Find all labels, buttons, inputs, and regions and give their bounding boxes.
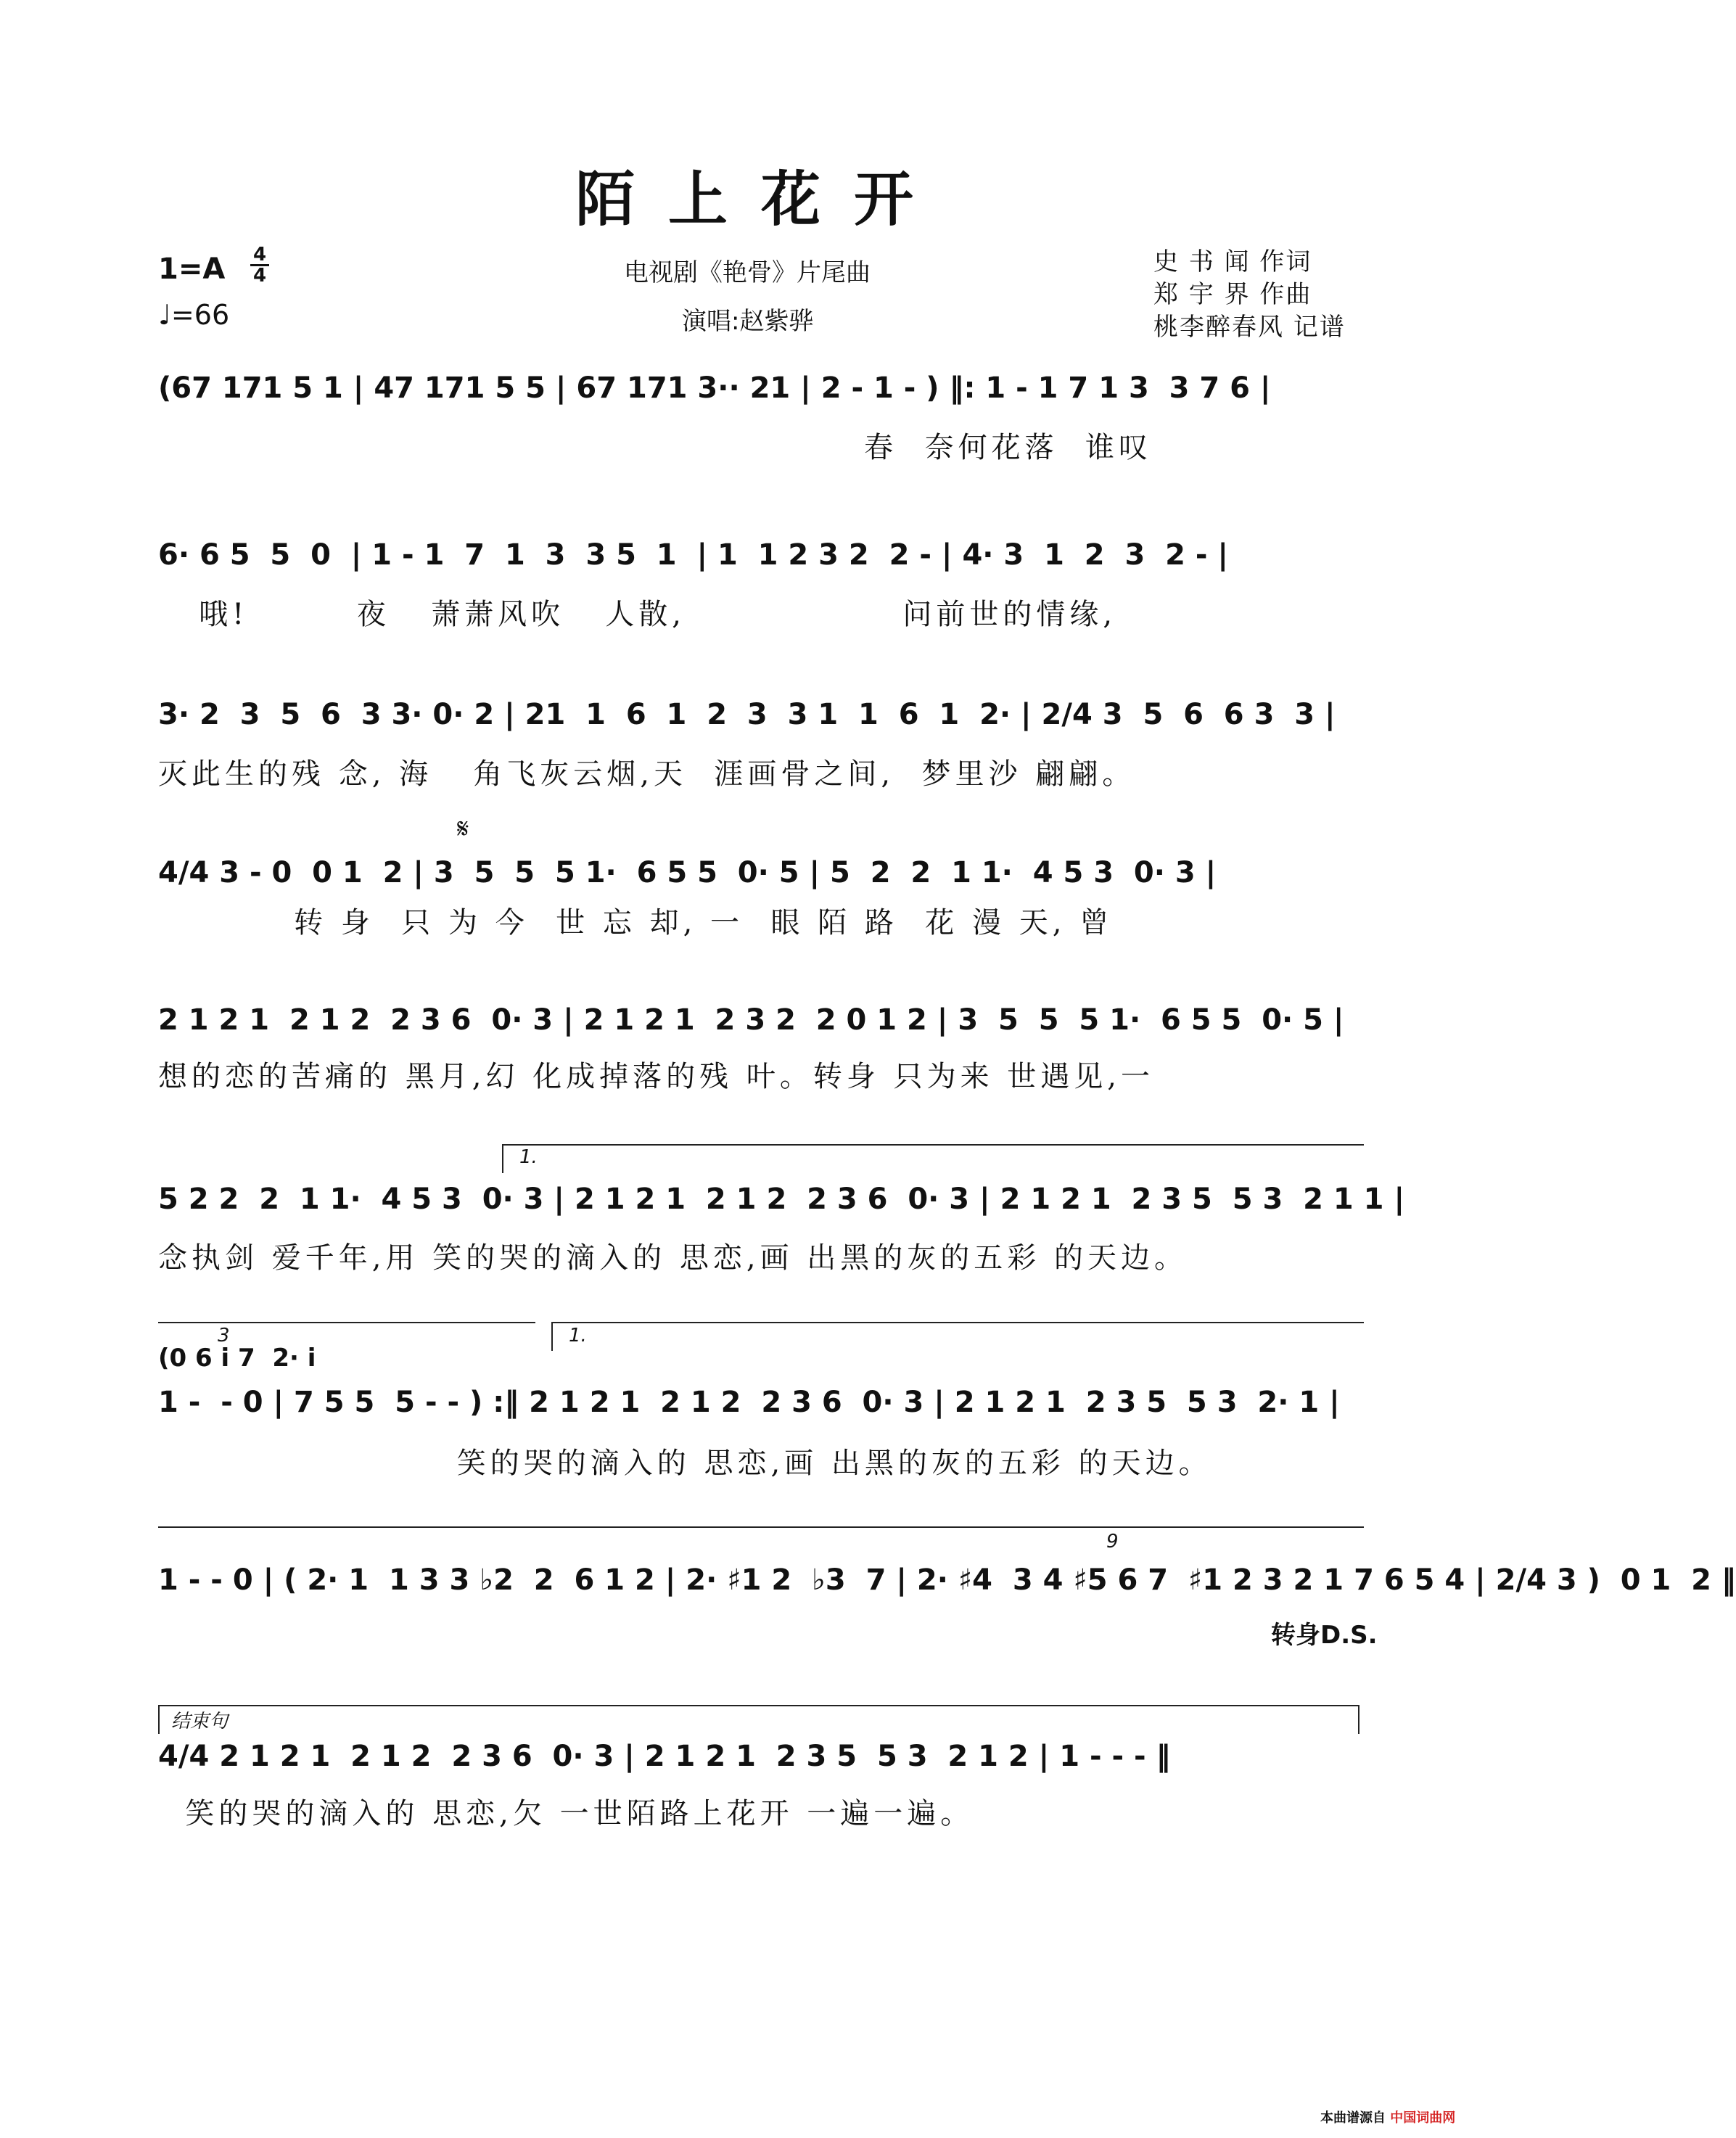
composer-credit: 郑 宇 界 作曲 <box>1153 280 1312 309</box>
lyrics-line-7: 笑的哭的滴入的 思恋,画 出黑的灰的五彩 的天边。 <box>158 1447 1212 1480</box>
source-credit <box>1320 2108 1455 2126</box>
dal-segno-text: 转身D.S. <box>1271 1621 1378 1650</box>
continuation-bracket <box>158 1526 1364 1528</box>
notation-line-8: 1 - - 0 | ( 2· 1 1 3 3 ♭2 2 6 1 2 | 2· ♯1 2 ♭3 7 | 2· ♯4 3 4 ♯5 6 7 ♯1 2 3 2 1 7 6 5 4 | 2/4 3 ) 0 1 2 ‖ <box>158 1563 1736 1597</box>
ending-label: 结束句 <box>171 1711 229 1732</box>
singer: 演唱:赵紫骅 <box>682 307 814 336</box>
notation-line-1: (67 171 5 1 | 47 171 5 5 | 67 171 3·· 21 | 2 - 1 - ) ‖: 1 - 1 7 1 3 3 7 6 | <box>158 371 1271 405</box>
notation-line-6: 5 2 2 2 1 1· 4 5 3 0· 3 | 2 1 2 1 2 1 2 2 3 6 0· 3 | 2 1 2 1 2 3 5 5 3 2 1 1 | <box>158 1183 1405 1216</box>
source-brand[interactable]: 中国词曲网 <box>1390 2110 1456 2126</box>
alt-intro-notes: (0 6 i 7 2· i <box>158 1344 316 1373</box>
volta-bracket-1-edge <box>502 1144 503 1173</box>
segno-mark: 𝄋 <box>457 813 469 844</box>
time-signature-bottom: 4 <box>252 265 267 287</box>
lyrics-line-4: 转 身 只 为 今 世 忘 却, 一 眼 陌 路 花 漫 天, 曾 <box>158 906 1114 940</box>
volta-1-label: 1. <box>519 1146 538 1168</box>
lyrics-line-6: 念执剑 爱千年,用 笑的哭的滴入的 思恋,画 出黑的灰的五彩 的天边。 <box>158 1241 1188 1275</box>
transcriber-credit: 桃李醉春风 记谱 <box>1153 313 1346 342</box>
ending-bracket-right <box>1358 1705 1359 1734</box>
notation-line-4: 4/4 3 - 0 0 1 2 | 3 5 5 5 1· 6 5 5 0· 5 | 5 2 2 1 1· 4 5 3 0· 3 | <box>158 856 1217 889</box>
volta-1b-label: 1. <box>569 1325 587 1346</box>
notation-line-3: 3· 2 3 5 6 3 3· 0· 2 | 21 1 6 1 2 3 3 1 1 6 1 2· | 2/4 3 5 6 6 3 3 | <box>158 698 1336 731</box>
ending-bracket <box>158 1705 1359 1706</box>
notation-line-5: 2 1 2 1 2 1 2 2 3 6 0· 3 | 2 1 2 1 2 3 2 2 0 1 2 | 3 5 5 5 1· 6 5 5 0· 5 | <box>158 1003 1344 1037</box>
time-signature-top: 4 <box>252 244 267 266</box>
lyrics-line-2: 哦! 夜 萧萧风吹 人散, 问前世的情缘, <box>158 598 1117 631</box>
ending-bracket-left <box>158 1705 160 1734</box>
time-signature <box>250 245 269 285</box>
key-signature: 1=A <box>158 252 226 286</box>
subtitle: 电视剧《艳骨》片尾曲 <box>624 258 871 287</box>
notation-line-9: 4/4 2 1 2 1 2 1 2 2 3 6 0· 3 | 2 1 2 1 2 3 5 5 3 2 1 2 | 1 - - - ‖ <box>158 1740 1171 1773</box>
volta-bracket-2 <box>551 1322 1364 1323</box>
triplet-mark: 3 <box>218 1325 230 1346</box>
tuplet-mark: 9 <box>1106 1531 1119 1553</box>
notation-line-7: 1 - - 0 | 7 5 5 5 - - ) :‖ 2 1 2 1 2 1 2 2 3 6 0· 3 | 2 1 2 1 2 3 5 5 3 2· 1 | <box>158 1386 1340 1419</box>
lyrics-line-3: 灭此生的残 念, 海 角飞灰云烟,天 涯画骨之间, 梦里沙 翩翩。 <box>158 757 1136 791</box>
source-prefix: 本曲谱源自 <box>1320 2110 1386 2126</box>
lyrics-line-1: 春 奈何花落 谁叹 <box>158 431 1153 464</box>
tempo-marking: ♩=66 <box>158 299 230 331</box>
song-title: 陌上花开 <box>575 165 947 234</box>
lyrics-line-5: 想的恋的苦痛的 黑月,幻 化成掉落的残 叶。转身 只为来 世遇见,一 <box>158 1060 1155 1093</box>
volta-bracket-1 <box>502 1144 1364 1146</box>
lyrics-line-9: 笑的哭的滴入的 思恋,欠 一世陌路上花开 一遍一遍。 <box>158 1797 974 1830</box>
lyricist-credit: 史 书 闻 作词 <box>1153 247 1312 276</box>
alt-intro-bracket <box>158 1322 535 1323</box>
notation-line-2: 6· 6 5 5 0 | 1 - 1 7 1 3 3 5 1 | 1 1 2 3 2 2 - | 4· 3 1 2 3 2 - | <box>158 538 1229 572</box>
